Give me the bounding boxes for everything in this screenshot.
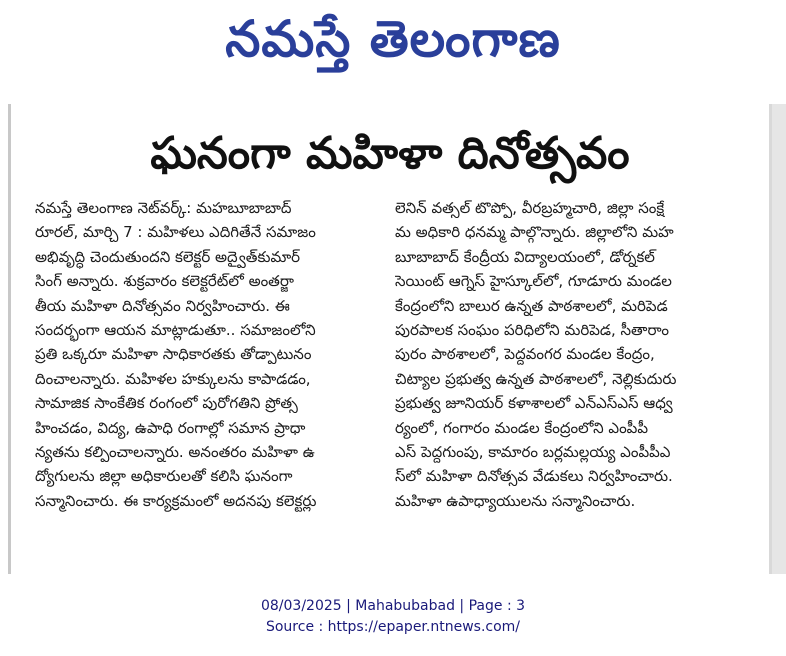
article-line: మహిళా ఉపాధ్యాయులను సన్మానించారు. xyxy=(395,491,636,510)
article-line: ద్యోగులను జిల్లా అధికారులతో కలిసి ఘనంగా xyxy=(35,467,293,486)
article-line: సింగ్ అన్నారు. శుక్రవారం కలెక్టరేట్‌లో అంతర్జా xyxy=(35,272,294,291)
article-line: న్యతను కల్పించాలన్నారు. అనంతరం మహిళా ఉ xyxy=(35,443,315,462)
edition-info: 08/03/2025 | Mahabubabad | Page : 3 xyxy=(260,598,526,614)
article-line: సామాజిక సాంకేతిక రంగంలో పురోగతిని ప్రోత్స xyxy=(35,394,298,413)
article-line: ప్రతి ఒక్కరూ మహిళా సాధికారతకు తోడ్పాటునం xyxy=(35,345,312,364)
article-line: తీయ మహిళా దినోత్సవం నిర్వహించారు. ఈ xyxy=(35,296,290,315)
source-url: Source : https://epaper.ntnews.com/ xyxy=(265,619,521,635)
source-footer xyxy=(0,596,786,638)
article-line: స్‌లో మహిళా దినోత్సవ వేడుకలు నిర్వహించారు. xyxy=(395,467,673,486)
article-line: ర్యంలో, గంగారం మండల కేంద్రంలోని ఎంపీపీ xyxy=(395,418,649,437)
article-line: ఎస్ పెద్దగుంపు, కామారం బర్లమల్లయ్య ఎంపీపీఎ xyxy=(395,443,671,462)
article-line: రూరల్, మార్చి 7 : మహిళలు ఎదిగితేనే సమాజం xyxy=(35,223,316,242)
article-line: ప్రభుత్వ జూనియర్ కళాశాలలో ఎన్ఎస్ఎస్ ఆధ్వ xyxy=(395,394,673,413)
masthead xyxy=(0,0,786,100)
article-right-column xyxy=(395,196,745,513)
article-line: దించాలన్నారు. మహిళల హక్కులను కాపాడడం, xyxy=(35,369,311,388)
article-line: సెయింట్ ఆగ్నెస్ హైస్కూల్‌లో, గూడూరు మండల xyxy=(395,272,672,291)
article-line: పురపాలక సంఘం పరిధిలోని మరిపెడ, సీతారాం xyxy=(395,321,669,340)
article-line: పురం పాఠశాలలో, పెద్దవంగర మండల కేంద్రం, xyxy=(395,345,655,364)
article-line: అభివృద్ధి చెందుతుందని కలెక్టర్ అద్వైత్‌కుమార్ xyxy=(35,247,301,266)
newspaper-logo: నమస్తే తెలంగాణ xyxy=(225,10,561,68)
article-line: సందర్భంగా ఆయన మాట్లాడుతూ.. సమాజంలోని xyxy=(35,321,316,340)
article-line: చిట్యాల ప్రభుత్వ ఉన్నత పాఠశాలలో, నెల్లికుదురు xyxy=(395,369,677,388)
article-line: లెనిన్ వత్సల్ టొప్పో, వీరబ్రహ్మచారి, జిల్లా సంక్షే xyxy=(395,199,665,217)
article-line: బూబాబాద్ కేంద్రీయ విద్యాలయంలో, డోర్నకల్ xyxy=(395,247,655,266)
article-line: హించడం, విద్య, ఉపాధి రంగాల్లో సమాన ప్రాధా xyxy=(35,418,306,437)
article-line: మ అధికారి ధనమ్మ పాల్గొన్నారు. జిల్లాలోని మహ xyxy=(395,223,674,242)
article-line: నమస్తే తెలంగాణ నెట్‌వర్క్: మహబూబాబాద్ xyxy=(35,199,292,217)
article-clipping xyxy=(8,104,772,574)
article-line: కేంద్రంలోని బాలుర ఉన్నత పాఠశాలలో, మరిపెడ xyxy=(395,296,668,315)
article-line: సన్మానించారు. ఈ కార్యక్రమంలో అదనపు కలెక్టర్లు xyxy=(35,491,317,510)
article-headline: ఘనంగా మహిళా దినోత్సవం xyxy=(150,128,630,179)
article-left-column xyxy=(35,196,389,513)
